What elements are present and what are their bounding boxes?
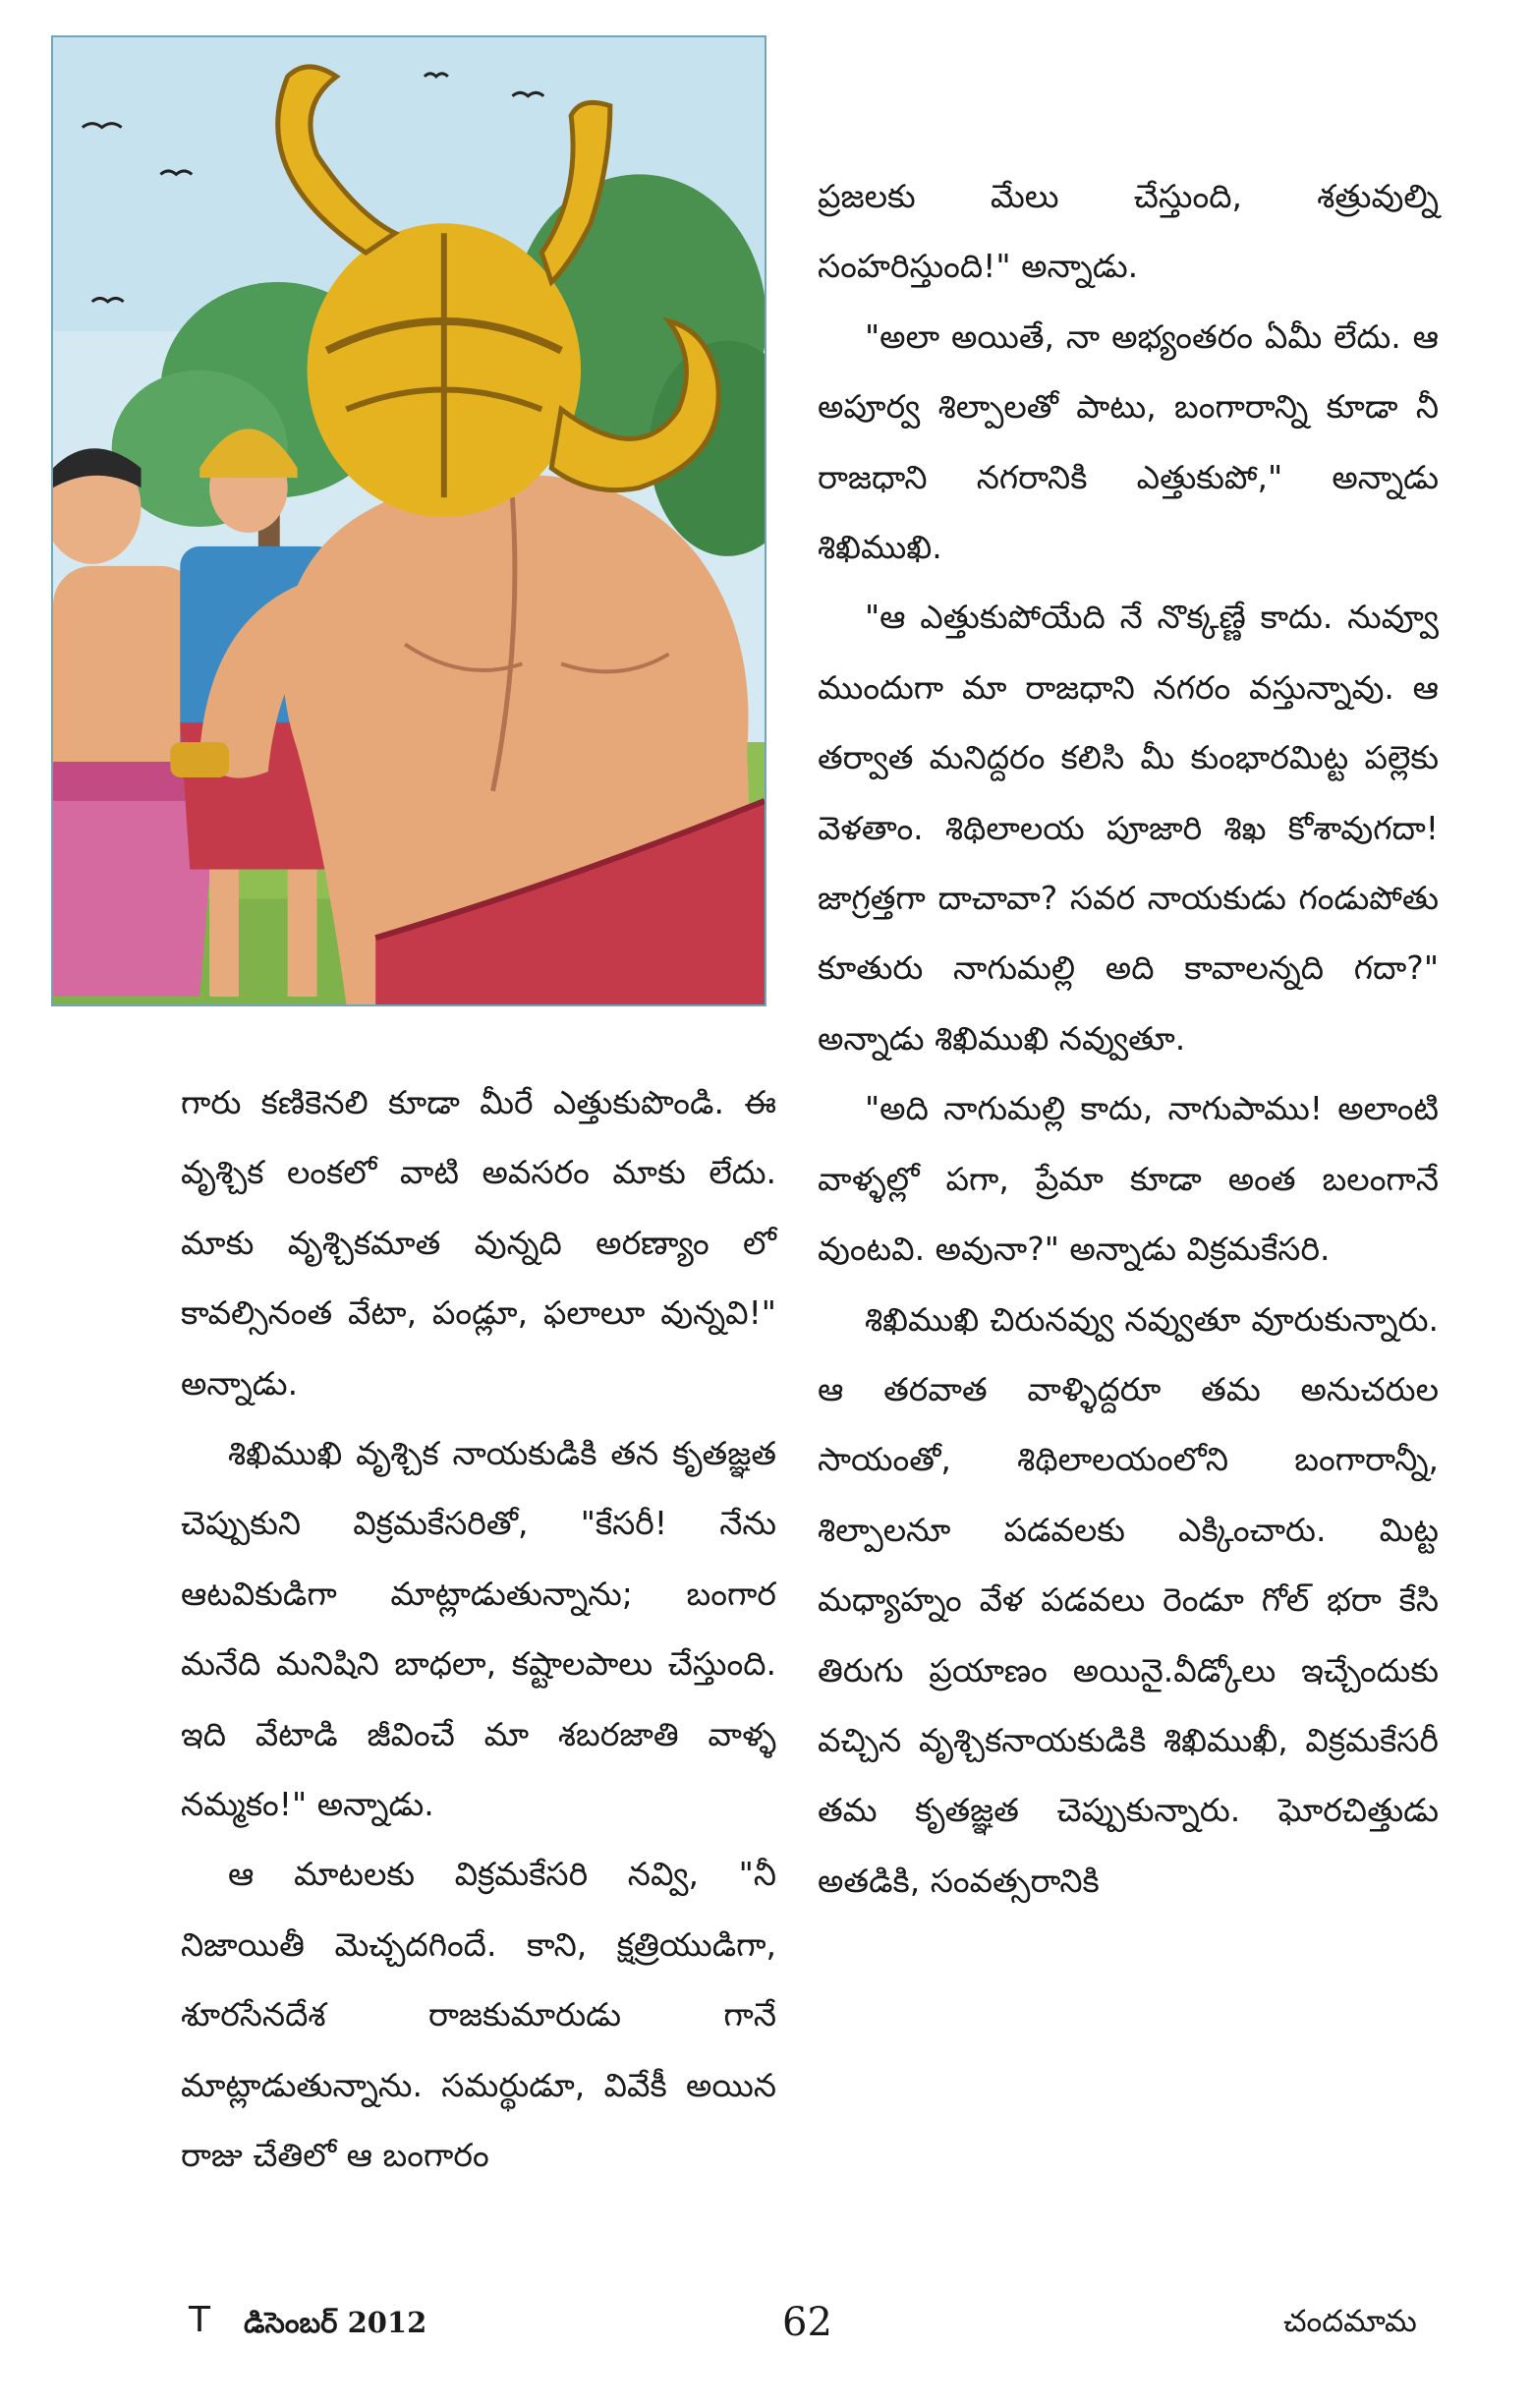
paragraph: "అది నాగుమల్లి కాదు, నాగుపాము! అలాంటి వాళ్ళల్లో పగా, ప్రేమా కూడా అంత బలంగానే వుంటవి. అవునా?" అన్నాడు విక్రమకేసరి. [818, 1089, 1439, 1269]
right-text-column [818, 161, 1439, 1916]
magazine-name: చందమామ [1283, 2304, 1417, 2339]
paragraph: శిఖిముఖి వృశ్చిక నాయకుడికి తన కృతజ్ఞత చెప్పుకుని విక్రమకేసరితో, "కేసరీ! నేను ఆటవికుడిగా మాట్లాడుతున్నాను; బంగార మనేది మనిషిని బాధలా, కష్టాలపాలు చేస్తుంది. ఇది వేటాడి జీవించే మా శబరజాతి వాళ్ళ నమ్మకం!" అన్నాడు. [181, 1434, 776, 1824]
left-text-column [181, 1067, 776, 2191]
paragraph: "అలా అయితే, నా అభ్యంతరం ఏమీ లేదు. ఆ అపూర్వ శిల్పాలతో పాటు, బంగారాన్ని కూడా నీ రాజధాని నగరానికి ఎత్తుకుపో," అన్నాడు శిఖిముఖి. [818, 316, 1439, 567]
page-footer [0, 2300, 1532, 2359]
footer-letter: T [189, 2300, 210, 2340]
paragraph: ఆ మాటలకు విక్రమకేసరి నవ్వి, "నీ నిజాయితీ మెచ్చదగిందే. కాని, క్షత్రియుడిగా, శూరసేనదేశ రాజకుమారుడు గానే మాట్లాడుతున్నాను. సమర్థుడూ, వివేకీ అయిన రాజు చేతిలో ఆ బంగారం [181, 1855, 776, 2175]
paragraph: "ఆ ఎత్తుకుపోయేది నే నొక్కణ్ణే కాదు. నువ్వూ ముందుగా మా రాజధాని నగరం వస్తున్నావు. ఆ తర్వాత మనిద్దరం కలిసి మీ కుంభారమిట్ట పల్లెకు వెళతాం. శిథిలాలయ పూజారి శిఖ కోశావుగదా! జాగ్రత్తగా దాచావా? సవర నాయకుడు గండుపోతు కూతురు నాగుమల్లి అది కావాలన్నది గదా?" అన్నాడు శిఖిముఖి నవ్వుతూ. [818, 598, 1439, 1058]
story-illustration [51, 35, 766, 1006]
issue-date: డిసెంబర్ 2012 [244, 2306, 427, 2339]
comic-scene-icon [53, 37, 765, 1004]
paragraph: శిఖిముఖి చిరునవ్వు నవ్వుతూ వూరుకున్నారు. ఆ తరవాత వాళ్ళిద్దరూ తమ అనుచరుల సాయంతో, శిథిలాలయంలోని బంగారాన్నీ, శిల్పాలనూ పడవలకు ఎక్కించారు. మిట్ట మధ్యాహ్నం వేళ పడవలు రెండూ గోల్ భరా కేసి తిరుగు ప్రయాణం అయినై.వీడ్కోలు ఇచ్చేందుకు వచ్చిన వృశ్చికనాయకుడికి శిఖిముఖీ, విక్రమకేసరీ తమ కృతజ్ఞత చెప్పుకున్నారు. ఘోరచిత్తుడు అతడికి, సంవత్సరానికి [818, 1299, 1439, 1900]
page-number: 62 [782, 2300, 832, 2345]
paragraph: ప్రజలకు మేలు చేస్తుంది, శత్రువుల్ని సంహరిస్తుంది!" అన్నాడు. [818, 177, 1439, 286]
paragraph: గారు కణికెనలి కూడా మీరే ఎత్తుకుపొండి. ఈ వృశ్చిక లంకలో వాటి అవసరం మాకు లేదు. మాకు వృశ్చికమాత వున్నది అరణ్యాం లో కావల్సినంత వేటా, పండ్లూ, ఫలాలూ వున్నవి!" అన్నాడు. [181, 1083, 776, 1403]
